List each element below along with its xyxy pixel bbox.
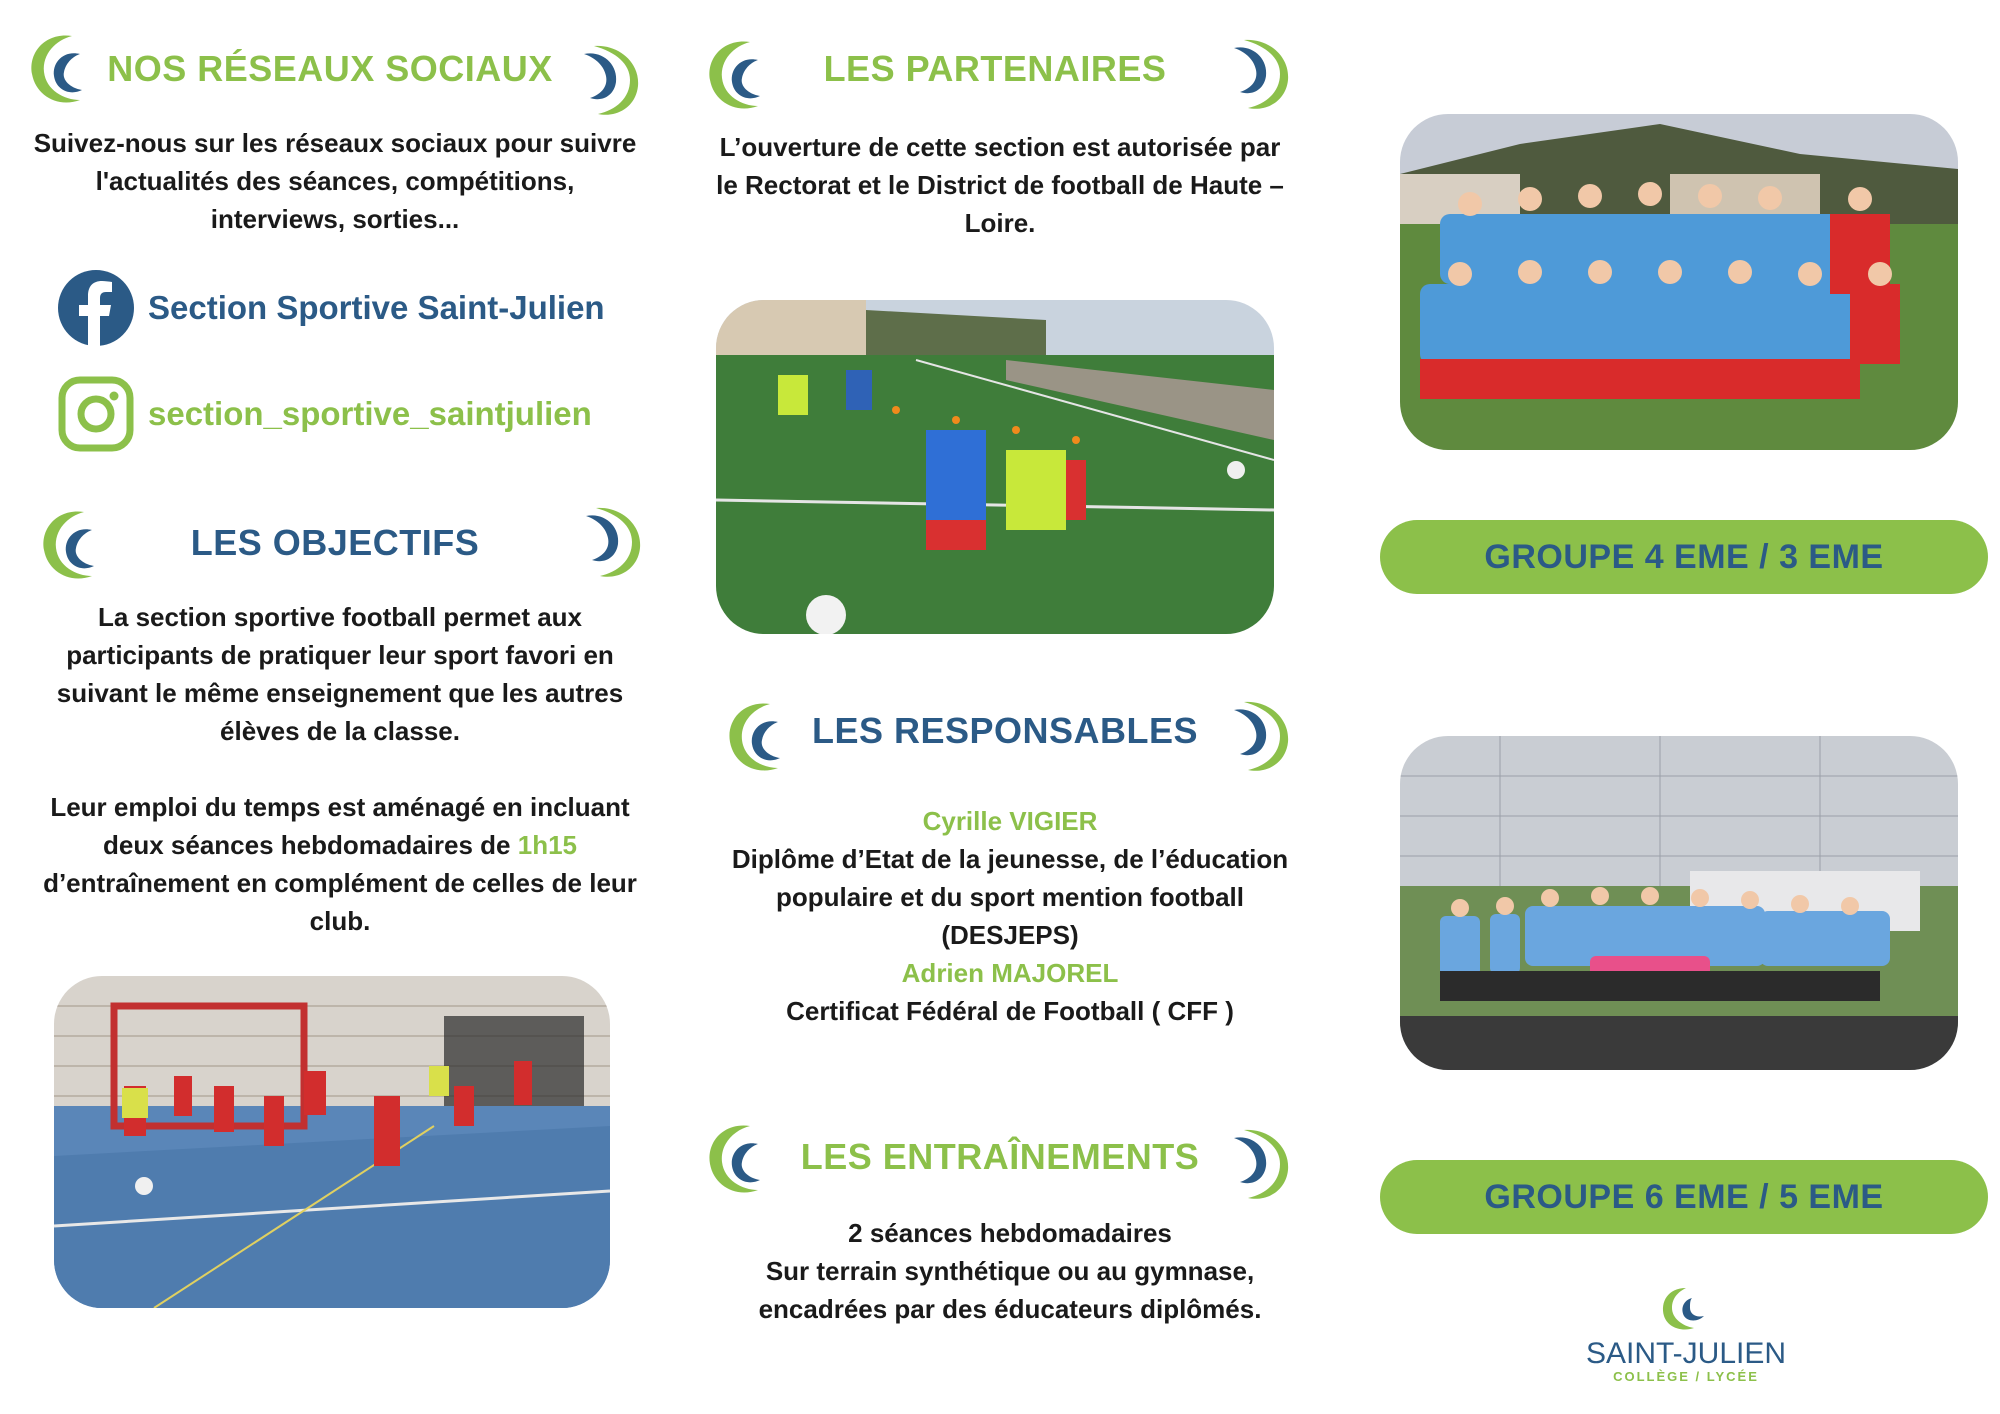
school-subtitle: COLLÈGE / LYCÉE [1613,1369,1759,1384]
text-line: suivant le même enseignement que les autres [56,678,624,708]
group-4-3-label: GROUPE 4 EME / 3 EME [1380,520,1988,594]
group-6-5-label: GROUPE 6 EME / 5 EME [1380,1160,1988,1234]
instagram-link[interactable] [58,376,592,452]
text-line: l'actualités des séances, compétitions, [95,166,575,196]
reseaux-title: NOS RÉSEAUX SOCIAUX [107,48,553,89]
instagram-icon [58,376,134,452]
facebook-link[interactable] [58,270,605,346]
text-line: interviews, sorties... [210,204,460,234]
team-photo-6-5 [1400,736,1958,1070]
text-line: encadrées par des éducateurs diplômés. [758,1294,1262,1324]
swirl-logo-icon [1224,1120,1296,1204]
objectifs-title: LES OBJECTIFS [190,522,480,563]
text-line: Suivez-nous sur les réseaux sociaux pour suivre [33,128,637,158]
responsables-title: LES RESPONSABLES [811,710,1199,751]
facebook-icon [58,270,134,346]
text-line: Certificat Fédéral de Football ( CFF ) [786,996,1234,1026]
text-line: Diplôme d’Etat de la jeunesse, de l’éducation [731,844,1289,874]
text-line: Loire. [964,208,1036,238]
text-line: La section sportive football permet aux [98,602,582,632]
text-line: populaire et du sport mention football [776,882,1244,912]
school-name: SAINT-JULIEN [1585,1337,1787,1370]
text-line: élèves de la classe. [220,716,460,746]
swirl-logo-icon [1656,1284,1716,1334]
swirl-logo-icon [36,504,108,588]
swirl-logo-icon [1224,30,1296,114]
text-line: (DESJEPS) [941,920,1079,950]
facebook-label: Section Sportive Saint-Julien [148,289,605,326]
swirl-logo-icon [702,1118,774,1202]
partenaires-title: LES PARTENAIRES [823,48,1167,89]
text-line: 2 séances hebdomadaires [848,1218,1172,1248]
text-line: d’entraînement en complément de celles de leur [43,868,637,898]
swirl-logo-icon [574,36,646,120]
swirl-logo-icon [576,498,648,582]
responsables-text [690,802,1330,1030]
futsal-photo [54,976,610,1308]
responsable-name: Cyrille VIGIER [922,806,1098,836]
reseaux-text [10,124,660,238]
text-fragment: deux séances hebdomadaires de [103,830,518,860]
responsable-name: Adrien MAJOREL [901,958,1119,988]
swirl-logo-icon [24,28,96,112]
text-line: Leur emploi du temps est aménagé en incluant [50,792,630,822]
team-photo-4-3 [1400,114,1958,450]
swirl-logo-icon [722,696,794,780]
entrainements-text [690,1214,1330,1328]
objectifs-text-2 [10,788,670,940]
instagram-label: section_sportive_saintjulien [148,395,592,432]
text-line: Sur terrain synthétique ou au gymnase, [765,1256,1255,1286]
objectifs-text-1 [10,598,670,750]
swirl-logo-icon [702,34,774,118]
partenaires-text [680,128,1320,242]
training-photo [716,300,1274,634]
entrainements-title: LES ENTRAÎNEMENTS [800,1136,1200,1177]
text-line: L’ouverture de cette section est autorisée par [719,132,1281,162]
school-logo [1576,1284,1796,1388]
swirl-logo-icon [1224,692,1296,776]
duration-highlight: 1h15 [517,830,577,860]
text-line [10,826,670,864]
text-line: participants de pratiquer leur sport favori en [66,640,614,670]
text-line: club. [309,906,371,936]
text-line: le Rectorat et le District de football de Haute – [716,170,1284,200]
